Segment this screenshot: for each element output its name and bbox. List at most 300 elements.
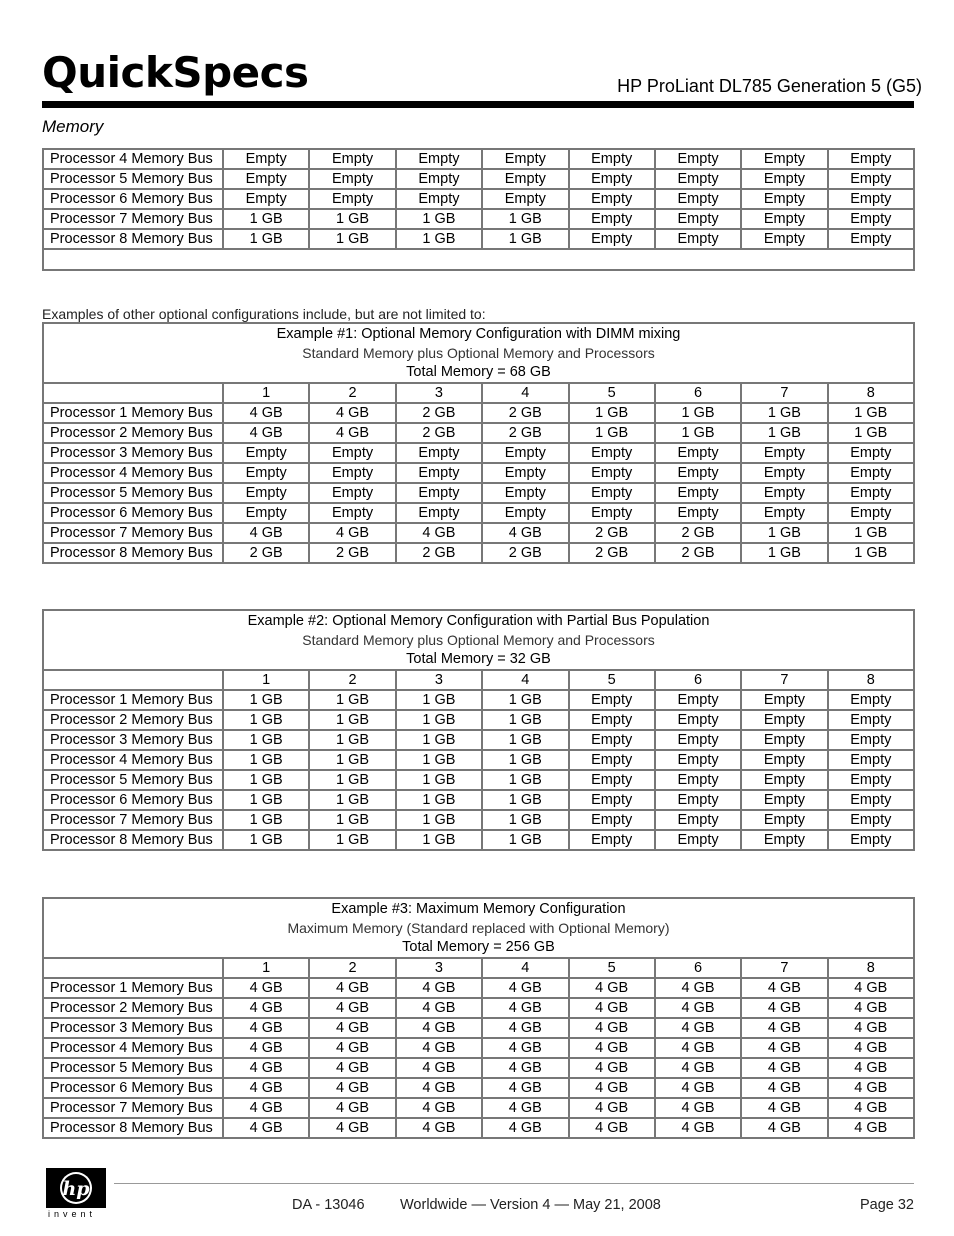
dimm-cell: 1 GB <box>482 229 568 249</box>
dimm-cell: Empty <box>309 503 395 523</box>
dimm-cell: 1 GB <box>396 790 482 810</box>
table-row <box>43 1038 914 1058</box>
dimm-cell: Empty <box>223 463 309 483</box>
dimm-cell: Empty <box>828 169 914 189</box>
dimm-cell: 4 GB <box>396 1038 482 1058</box>
dimm-cell: Empty <box>741 209 827 229</box>
dimm-cell: 4 GB <box>482 1118 568 1138</box>
dimm-cell: 1 GB <box>741 423 827 443</box>
dimm-cell: Empty <box>828 750 914 770</box>
dimm-cell: Empty <box>482 189 568 209</box>
dimm-cell: 4 GB <box>482 1018 568 1038</box>
example-subtitle: Standard Memory plus Optional Memory and Processors <box>302 632 655 648</box>
dimm-cell: Empty <box>741 483 827 503</box>
dimm-cell: Empty <box>828 710 914 730</box>
dimm-cell: 4 GB <box>741 978 827 998</box>
dimm-cell: Empty <box>828 443 914 463</box>
dimm-cell: 4 GB <box>309 523 395 543</box>
column-header: 8 <box>828 958 914 978</box>
dimm-cell: Empty <box>482 443 568 463</box>
row-label: Processor 6 Memory Bus <box>43 503 223 523</box>
table-row <box>43 483 914 503</box>
row-label: Processor 3 Memory Bus <box>43 1018 223 1038</box>
dimm-cell: 1 GB <box>655 403 741 423</box>
row-label: Processor 3 Memory Bus <box>43 443 223 463</box>
column-header: 1 <box>223 383 309 403</box>
table-row <box>43 543 914 563</box>
dimm-cell: Empty <box>569 483 655 503</box>
dimm-cell: 4 GB <box>223 1038 309 1058</box>
column-header-row <box>43 958 914 978</box>
top-memory-table <box>42 148 915 271</box>
dimm-cell: Empty <box>741 710 827 730</box>
example-total: Total Memory = 256 GB <box>402 939 555 955</box>
table-row <box>43 770 914 790</box>
dimm-cell: Empty <box>309 189 395 209</box>
table-row <box>43 830 914 850</box>
dimm-cell: 1 GB <box>309 790 395 810</box>
dimm-cell: 4 GB <box>828 1078 914 1098</box>
dimm-cell: Empty <box>655 443 741 463</box>
dimm-cell: Empty <box>655 483 741 503</box>
dimm-cell: Empty <box>828 690 914 710</box>
row-label: Processor 7 Memory Bus <box>43 810 223 830</box>
dimm-cell: 1 GB <box>569 403 655 423</box>
dimm-cell: 4 GB <box>655 978 741 998</box>
dimm-cell: 1 GB <box>396 229 482 249</box>
column-header: 7 <box>741 958 827 978</box>
dimm-cell: 4 GB <box>309 998 395 1018</box>
column-header: 1 <box>223 958 309 978</box>
dimm-cell: Empty <box>309 169 395 189</box>
dimm-cell: 4 GB <box>741 1058 827 1078</box>
dimm-cell: 1 GB <box>482 690 568 710</box>
dimm-cell: 1 GB <box>569 423 655 443</box>
dimm-cell: Empty <box>741 750 827 770</box>
dimm-cell: 4 GB <box>482 1098 568 1118</box>
dimm-cell: 4 GB <box>309 423 395 443</box>
dimm-cell: 4 GB <box>482 978 568 998</box>
dimm-cell: 2 GB <box>655 523 741 543</box>
dimm-cell: 4 GB <box>396 523 482 543</box>
row-label: Processor 8 Memory Bus <box>43 543 223 563</box>
dimm-cell: 1 GB <box>223 790 309 810</box>
dimm-cell: 1 GB <box>482 209 568 229</box>
dimm-cell: 1 GB <box>223 750 309 770</box>
dimm-cell: Empty <box>569 149 655 169</box>
dimm-cell: Empty <box>741 690 827 710</box>
dimm-cell: 4 GB <box>569 1058 655 1078</box>
product-name: HP ProLiant DL785 Generation 5 (G5) <box>617 76 922 96</box>
dimm-cell: 4 GB <box>309 978 395 998</box>
dimm-cell: 4 GB <box>482 1058 568 1078</box>
dimm-cell: Empty <box>569 790 655 810</box>
logo-text: hp <box>62 1178 90 1200</box>
dimm-cell: Empty <box>741 443 827 463</box>
example-title: Example #1: Optional Memory Configuration with DIMM mixing <box>276 326 681 342</box>
dimm-cell: 2 GB <box>309 543 395 563</box>
dimm-cell: Empty <box>655 189 741 209</box>
dimm-cell: 4 GB <box>309 1038 395 1058</box>
example-subtitle: Maximum Memory (Standard replaced with Optional Memory) <box>287 920 670 936</box>
header-rule <box>42 101 914 108</box>
dimm-cell: 4 GB <box>482 1038 568 1058</box>
dimm-cell: 4 GB <box>569 998 655 1018</box>
dimm-cell: Empty <box>569 189 655 209</box>
row-label: Processor 5 Memory Bus <box>43 770 223 790</box>
dimm-cell: 1 GB <box>482 790 568 810</box>
dimm-cell: Empty <box>309 483 395 503</box>
dimm-cell: Empty <box>655 690 741 710</box>
dimm-cell: Empty <box>569 690 655 710</box>
dimm-cell: Empty <box>741 189 827 209</box>
row-label: Processor 2 Memory Bus <box>43 710 223 730</box>
dimm-cell: 4 GB <box>309 1058 395 1078</box>
column-header: 7 <box>741 383 827 403</box>
row-label: Processor 1 Memory Bus <box>43 690 223 710</box>
table-row <box>43 750 914 770</box>
column-header: 1 <box>223 670 309 690</box>
dimm-cell: 2 GB <box>482 543 568 563</box>
dimm-cell: 4 GB <box>309 1078 395 1098</box>
table-row <box>43 463 914 483</box>
dimm-cell: 4 GB <box>741 1098 827 1118</box>
corner-cell <box>43 670 223 690</box>
column-header: 2 <box>309 670 395 690</box>
dimm-cell: Empty <box>482 149 568 169</box>
dimm-cell: 4 GB <box>396 1098 482 1118</box>
dimm-cell: Empty <box>223 189 309 209</box>
dimm-cell: 1 GB <box>309 830 395 850</box>
dimm-cell: Empty <box>569 750 655 770</box>
dimm-cell: 4 GB <box>655 1058 741 1078</box>
dimm-cell: Empty <box>655 209 741 229</box>
dimm-cell: Empty <box>655 750 741 770</box>
dimm-cell: 4 GB <box>482 523 568 543</box>
dimm-cell: 4 GB <box>223 998 309 1018</box>
dimm-cell: Empty <box>223 169 309 189</box>
dimm-cell: 1 GB <box>223 209 309 229</box>
row-label: Processor 6 Memory Bus <box>43 790 223 810</box>
dimm-cell: 1 GB <box>309 710 395 730</box>
dimm-cell: 4 GB <box>655 998 741 1018</box>
column-header: 4 <box>482 958 568 978</box>
dimm-cell: 2 GB <box>396 403 482 423</box>
dimm-cell: 2 GB <box>655 543 741 563</box>
dimm-cell: Empty <box>223 483 309 503</box>
dimm-cell: 4 GB <box>569 978 655 998</box>
dimm-cell: 4 GB <box>828 1058 914 1078</box>
dimm-cell: 1 GB <box>482 830 568 850</box>
dimm-cell: 1 GB <box>655 423 741 443</box>
table-row <box>43 443 914 463</box>
row-label: Processor 5 Memory Bus <box>43 1058 223 1078</box>
row-label: Processor 8 Memory Bus <box>43 830 223 850</box>
dimm-cell: Empty <box>655 463 741 483</box>
dimm-cell: Empty <box>309 149 395 169</box>
dimm-cell: 4 GB <box>569 1118 655 1138</box>
corner-cell <box>43 958 223 978</box>
row-label: Processor 3 Memory Bus <box>43 730 223 750</box>
logo-subtext: invent <box>48 1209 97 1219</box>
table-row <box>43 1078 914 1098</box>
section-title: Memory <box>42 117 104 136</box>
dimm-cell: 4 GB <box>223 1118 309 1138</box>
version-text: Worldwide — Version 4 — May 21, 2008 <box>400 1197 661 1213</box>
dimm-cell: 1 GB <box>741 523 827 543</box>
column-header: 6 <box>655 958 741 978</box>
row-label: Processor 6 Memory Bus <box>43 1078 223 1098</box>
dimm-cell: Empty <box>569 770 655 790</box>
dimm-cell: Empty <box>741 830 827 850</box>
dimm-cell: 4 GB <box>655 1098 741 1118</box>
row-label: Processor 6 Memory Bus <box>43 189 223 209</box>
column-header: 5 <box>569 383 655 403</box>
row-label: Processor 5 Memory Bus <box>43 483 223 503</box>
dimm-cell: 1 GB <box>223 730 309 750</box>
dimm-cell: 2 GB <box>223 543 309 563</box>
dimm-cell: 4 GB <box>828 998 914 1018</box>
row-label: Processor 2 Memory Bus <box>43 998 223 1018</box>
row-label: Processor 4 Memory Bus <box>43 149 223 169</box>
dimm-cell: 4 GB <box>569 1098 655 1118</box>
dimm-cell: Empty <box>741 229 827 249</box>
dimm-cell: 4 GB <box>396 1118 482 1138</box>
dimm-cell: 1 GB <box>396 750 482 770</box>
dimm-cell: 1 GB <box>223 229 309 249</box>
dimm-cell: Empty <box>655 830 741 850</box>
corner-cell <box>43 383 223 403</box>
dimm-cell: Empty <box>396 483 482 503</box>
dimm-cell: Empty <box>396 189 482 209</box>
row-label: Processor 4 Memory Bus <box>43 463 223 483</box>
dimm-cell: 4 GB <box>223 423 309 443</box>
dimm-cell: 1 GB <box>741 403 827 423</box>
dimm-cell: 4 GB <box>828 1098 914 1118</box>
dimm-cell: Empty <box>569 810 655 830</box>
table-row <box>43 1058 914 1078</box>
dimm-cell: 4 GB <box>741 1118 827 1138</box>
dimm-cell: 1 GB <box>482 730 568 750</box>
table-row <box>43 403 914 423</box>
table-row <box>43 229 914 249</box>
dimm-cell: Empty <box>741 790 827 810</box>
table-row <box>43 730 914 750</box>
dimm-cell: 4 GB <box>655 1038 741 1058</box>
dimm-cell: Empty <box>828 770 914 790</box>
dimm-cell: 1 GB <box>396 810 482 830</box>
dimm-cell: 4 GB <box>223 403 309 423</box>
dimm-cell: 4 GB <box>828 978 914 998</box>
dimm-cell: 4 GB <box>482 1078 568 1098</box>
dimm-cell: 4 GB <box>482 998 568 1018</box>
dimm-cell: 4 GB <box>569 1078 655 1098</box>
dimm-cell: 2 GB <box>569 523 655 543</box>
dimm-cell: 4 GB <box>741 1078 827 1098</box>
dimm-cell: Empty <box>655 770 741 790</box>
example-2-table <box>42 609 915 851</box>
dimm-cell: 2 GB <box>569 543 655 563</box>
blank-row <box>43 249 914 270</box>
dimm-cell: 1 GB <box>396 770 482 790</box>
column-header: 2 <box>309 383 395 403</box>
example-subtitle: Standard Memory plus Optional Memory and Processors <box>302 345 655 361</box>
dimm-cell: 1 GB <box>396 209 482 229</box>
dimm-cell: 1 GB <box>741 543 827 563</box>
dimm-cell: 1 GB <box>828 543 914 563</box>
example-3-table <box>42 897 915 1139</box>
row-label: Processor 8 Memory Bus <box>43 229 223 249</box>
dimm-cell: 1 GB <box>309 229 395 249</box>
dimm-cell: 4 GB <box>655 1078 741 1098</box>
brand-title: QuickSpecs <box>42 48 309 97</box>
dimm-cell: 4 GB <box>396 1058 482 1078</box>
dimm-cell: Empty <box>569 229 655 249</box>
table-row <box>43 523 914 543</box>
example-title: Example #2: Optional Memory Configuration with Partial Bus Population <box>247 613 710 629</box>
table-row <box>43 710 914 730</box>
table-row <box>43 690 914 710</box>
example-header <box>43 610 914 670</box>
dimm-cell: Empty <box>655 730 741 750</box>
dimm-cell: Empty <box>569 209 655 229</box>
dimm-cell: Empty <box>828 790 914 810</box>
table-row <box>43 978 914 998</box>
row-label: Processor 4 Memory Bus <box>43 1038 223 1058</box>
dimm-cell: 4 GB <box>396 998 482 1018</box>
dimm-cell: 4 GB <box>223 523 309 543</box>
dimm-cell: 4 GB <box>223 1098 309 1118</box>
table-row <box>43 1098 914 1118</box>
dimm-cell: 4 GB <box>828 1118 914 1138</box>
row-label: Processor 4 Memory Bus <box>43 750 223 770</box>
table-row <box>43 998 914 1018</box>
table-row <box>43 503 914 523</box>
dimm-cell: 1 GB <box>482 770 568 790</box>
dimm-cell: 1 GB <box>309 750 395 770</box>
table-row <box>43 209 914 229</box>
doc-id: DA - 13046 <box>292 1197 365 1213</box>
column-header-row <box>43 383 914 403</box>
hp-logo-icon <box>46 1168 106 1208</box>
dimm-cell: Empty <box>655 790 741 810</box>
dimm-cell: Empty <box>741 503 827 523</box>
dimm-cell: 1 GB <box>309 770 395 790</box>
dimm-cell: 4 GB <box>655 1018 741 1038</box>
dimm-cell: Empty <box>482 483 568 503</box>
dimm-cell: 4 GB <box>828 1018 914 1038</box>
dimm-cell: Empty <box>741 730 827 750</box>
dimm-cell: Empty <box>569 463 655 483</box>
dimm-cell: 4 GB <box>569 1018 655 1038</box>
column-header: 6 <box>655 670 741 690</box>
row-label: Processor 7 Memory Bus <box>43 523 223 543</box>
example-header <box>43 323 914 383</box>
dimm-cell: Empty <box>309 463 395 483</box>
dimm-cell: Empty <box>569 169 655 189</box>
column-header: 6 <box>655 383 741 403</box>
dimm-cell: 4 GB <box>223 1058 309 1078</box>
dimm-cell: 1 GB <box>396 710 482 730</box>
column-header: 4 <box>482 670 568 690</box>
example-header <box>43 898 914 958</box>
dimm-cell: 1 GB <box>482 710 568 730</box>
dimm-cell: Empty <box>396 169 482 189</box>
column-header-row <box>43 670 914 690</box>
dimm-cell: 4 GB <box>223 1078 309 1098</box>
table-row <box>43 810 914 830</box>
row-label: Processor 7 Memory Bus <box>43 209 223 229</box>
dimm-cell: 4 GB <box>741 1018 827 1038</box>
dimm-cell: Empty <box>569 443 655 463</box>
dimm-cell: Empty <box>655 229 741 249</box>
dimm-cell: Empty <box>396 149 482 169</box>
intro-text: Examples of other optional configurations include, but are not limited to: <box>42 306 486 322</box>
dimm-cell: Empty <box>741 810 827 830</box>
dimm-cell: 1 GB <box>482 810 568 830</box>
example-total: Total Memory = 32 GB <box>406 651 551 667</box>
column-header: 2 <box>309 958 395 978</box>
dimm-cell: 1 GB <box>223 690 309 710</box>
dimm-cell: 1 GB <box>482 750 568 770</box>
dimm-cell: 2 GB <box>396 423 482 443</box>
dimm-cell: 1 GB <box>396 730 482 750</box>
example-title: Example #3: Maximum Memory Configuration <box>331 901 626 917</box>
example-total: Total Memory = 68 GB <box>406 364 551 380</box>
column-header: 7 <box>741 670 827 690</box>
dimm-cell: Empty <box>828 189 914 209</box>
dimm-cell: 1 GB <box>828 403 914 423</box>
dimm-cell: 1 GB <box>828 523 914 543</box>
row-label: Processor 7 Memory Bus <box>43 1098 223 1118</box>
dimm-cell: Empty <box>828 503 914 523</box>
dimm-cell: Empty <box>741 169 827 189</box>
dimm-cell: 1 GB <box>309 209 395 229</box>
table-row <box>43 790 914 810</box>
dimm-cell: 4 GB <box>309 1118 395 1138</box>
dimm-cell: 1 GB <box>396 690 482 710</box>
column-header: 8 <box>828 383 914 403</box>
dimm-cell: Empty <box>828 830 914 850</box>
dimm-cell: 4 GB <box>309 1018 395 1038</box>
dimm-cell: 1 GB <box>223 810 309 830</box>
dimm-cell: 4 GB <box>569 1038 655 1058</box>
dimm-cell: Empty <box>828 730 914 750</box>
dimm-cell: Empty <box>655 503 741 523</box>
dimm-cell: 2 GB <box>396 543 482 563</box>
dimm-cell: 1 GB <box>396 830 482 850</box>
dimm-cell: Empty <box>655 169 741 189</box>
dimm-cell: Empty <box>569 730 655 750</box>
dimm-cell: Empty <box>655 149 741 169</box>
dimm-cell: 1 GB <box>309 810 395 830</box>
dimm-cell: 1 GB <box>223 710 309 730</box>
dimm-cell: Empty <box>828 810 914 830</box>
dimm-cell: Empty <box>223 503 309 523</box>
column-header: 5 <box>569 670 655 690</box>
dimm-cell: Empty <box>741 770 827 790</box>
dimm-cell: Empty <box>569 710 655 730</box>
dimm-cell: Empty <box>828 229 914 249</box>
dimm-cell: 4 GB <box>655 1118 741 1138</box>
dimm-cell: 4 GB <box>741 1038 827 1058</box>
table-row <box>43 149 914 169</box>
dimm-cell: Empty <box>482 169 568 189</box>
row-label: Processor 2 Memory Bus <box>43 423 223 443</box>
dimm-cell: 1 GB <box>223 830 309 850</box>
dimm-cell: Empty <box>569 830 655 850</box>
dimm-cell: 4 GB <box>396 1018 482 1038</box>
